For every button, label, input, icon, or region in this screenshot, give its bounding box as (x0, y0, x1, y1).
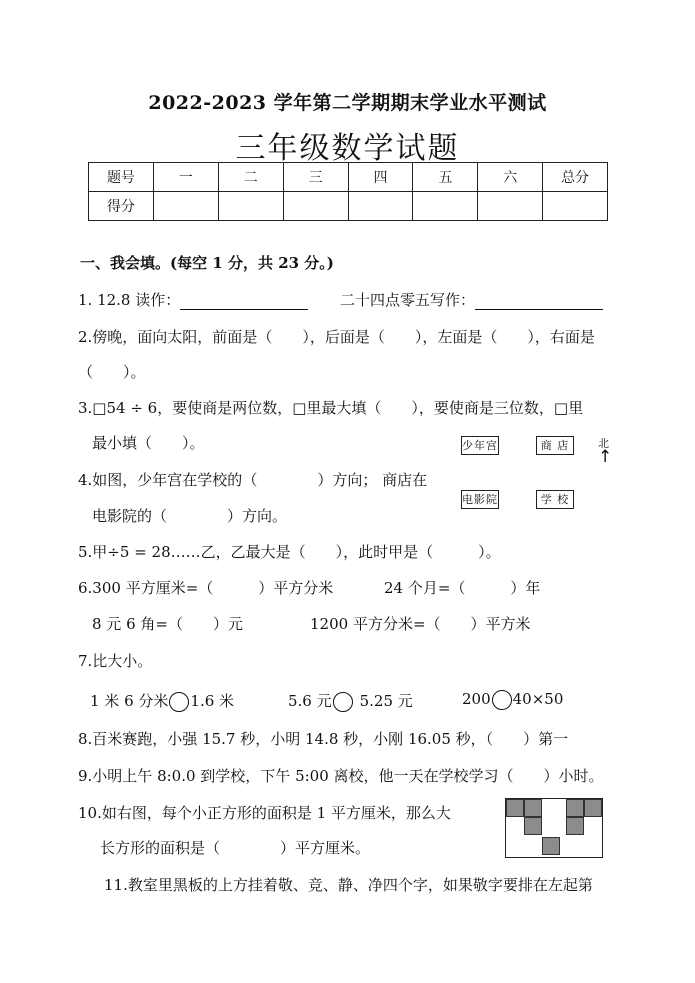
compare-left: 1 米 6 分米 (90, 692, 169, 710)
score-cell: 二 (218, 163, 283, 192)
compare-circle[interactable] (333, 692, 353, 712)
map-label-youth-palace: 少年宫 (461, 436, 499, 455)
shaded-square (566, 799, 584, 817)
map-label-store: 商 店 (536, 436, 574, 455)
compare-circle[interactable] (169, 692, 189, 712)
question-11: 11.教室里黑板的上方挂着敬、竞、静、净四个字，如果敬字要排在左起第 (104, 876, 593, 894)
question-7-heading: 7.比大小。 (78, 652, 153, 670)
compare-right: 1.6 米 (190, 692, 235, 710)
area-figure (505, 798, 603, 858)
question-10-line2: 长方形的面积是（ ）平方厘米。 (100, 839, 371, 857)
section-heading: 一、我会填。(每空 1 分，共 23 分。) (80, 254, 334, 272)
question-3-line1: 3.□54 ÷ 6，要使商是两位数，□里最大填（ ），要使商是三位数，□里 (78, 399, 584, 417)
score-table-header-row (89, 163, 608, 192)
score-table-score-row (89, 192, 608, 221)
shaded-square (542, 837, 560, 855)
shaded-square (566, 817, 584, 835)
score-input-cell[interactable] (283, 192, 348, 221)
compare-right: 5.25 元 (359, 692, 413, 710)
question-8: 8.百米赛跑，小强 15.7 秒，小明 14.8 秒，小刚 16.05 秒，（ ）第一 (78, 730, 569, 748)
score-cell: 一 (153, 163, 218, 192)
shaded-square (584, 799, 602, 817)
map-label-school: 学 校 (536, 490, 574, 509)
score-input-cell[interactable] (543, 192, 608, 221)
shaded-square (524, 817, 542, 835)
question-2-line1: 2.傍晚，面向太阳，前面是（ ），后面是（ ），左面是（ ），右面是 (78, 328, 595, 346)
score-cell: 六 (478, 163, 543, 192)
compare-left: 5.6 元 (288, 692, 332, 710)
score-input-cell[interactable] (218, 192, 283, 221)
question-3-line2: 最小填（ ）。 (92, 434, 205, 452)
shaded-square (524, 799, 542, 817)
score-cell: 五 (413, 163, 478, 192)
score-input-cell[interactable] (478, 192, 543, 221)
compare-circle[interactable] (492, 690, 512, 710)
question-4-line1: 4.如图，少年宫在学校的（ ）方向； 商店在 (78, 471, 428, 489)
compare-item-1 (90, 690, 234, 712)
north-arrow-icon: ↑ (598, 447, 613, 467)
score-cell: 题号 (89, 163, 154, 192)
compare-item-2 (288, 690, 413, 712)
compare-item-3 (462, 690, 563, 710)
score-input-cell[interactable] (413, 192, 478, 221)
question-2-line2: （ ）。 (78, 363, 146, 381)
score-table (88, 162, 608, 221)
question-5: 5.甲÷5 = 28……乙，乙最大是（ ），此时甲是（ ）。 (78, 543, 501, 561)
q1-text-b: 二十四点零五写作： (340, 291, 476, 309)
map-label-cinema: 电影院 (461, 490, 499, 509)
score-cell: 得分 (89, 192, 154, 221)
answer-blank[interactable] (180, 293, 308, 310)
q1-text-a: 1. 12.8 读作： (78, 291, 181, 309)
question-6d: 1200 平方分米=（ ）平方米 (310, 615, 531, 633)
question-4-line2: 电影院的（ ）方向。 (92, 507, 288, 525)
question-6a: 6.300 平方厘米=（ ）平方分米 (78, 579, 334, 597)
question-1b (340, 289, 603, 310)
question-9: 9.小明上午 8:0.0 到学校，下午 5:00 离校，他一天在学校学习（ ）小时。 (78, 767, 604, 785)
exam-title: 2022-2023 学年第二学期期末学业水平测试 (148, 92, 547, 114)
score-cell: 总分 (543, 163, 608, 192)
score-cell: 四 (348, 163, 413, 192)
question-6c: 8 元 6 角=（ ）元 (92, 615, 243, 633)
shaded-square (506, 799, 524, 817)
compare-right: 40×50 (512, 690, 564, 708)
compare-left: 200 (462, 690, 491, 708)
question-6b: 24 个月=（ ）年 (384, 579, 541, 597)
question-1 (78, 289, 308, 310)
north-label: 北 (598, 437, 609, 450)
answer-blank[interactable] (475, 293, 603, 310)
subject-title: 三年级数学试题 (235, 131, 460, 166)
score-cell: 三 (283, 163, 348, 192)
score-input-cell[interactable] (348, 192, 413, 221)
score-input-cell[interactable] (153, 192, 218, 221)
question-10-line1: 10.如右图，每个小正方形的面积是 1 平方厘米，那么大 (78, 804, 451, 822)
